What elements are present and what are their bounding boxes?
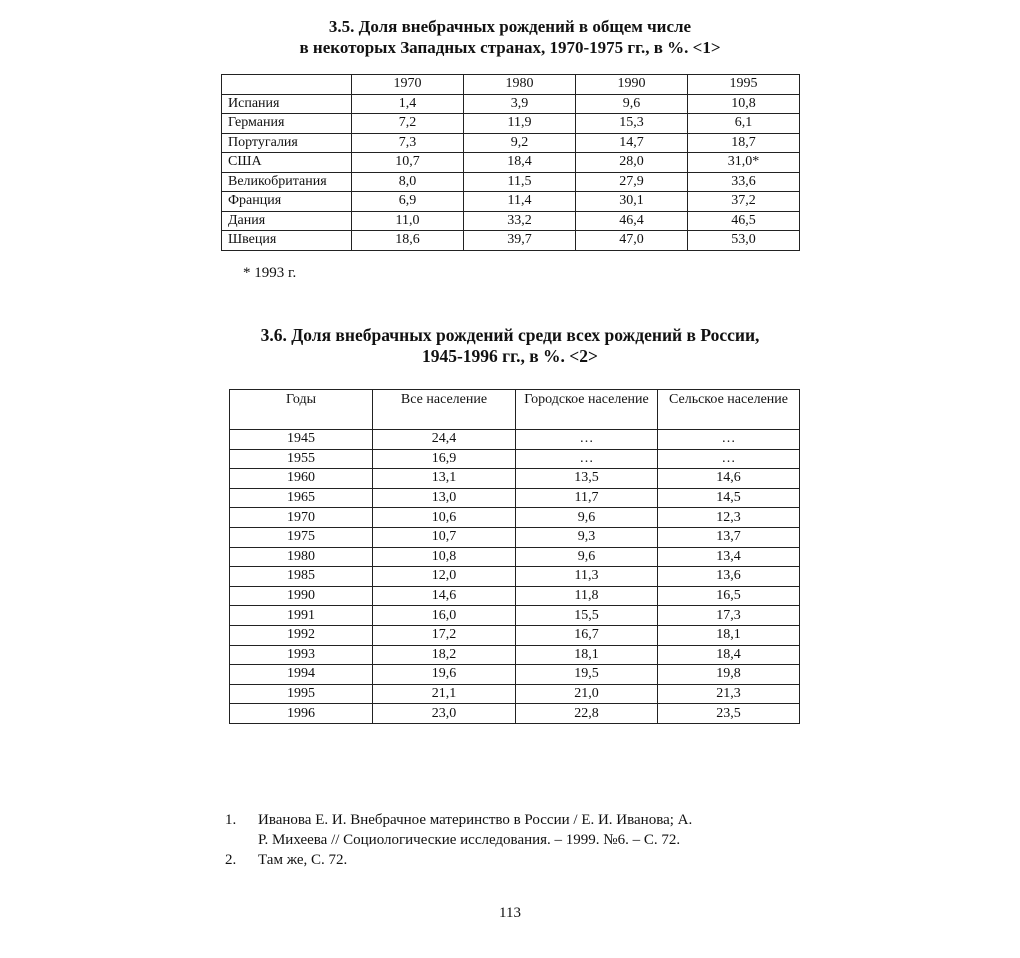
value-cell: 14,6 (373, 586, 516, 606)
header-cell: 1970 (352, 75, 464, 95)
value-cell: 9,2 (464, 133, 576, 153)
table-row (230, 567, 800, 587)
footnote-text: Иванова Е. И. Внебрачное материнство в России / Е. И. Иванова; А. (258, 812, 693, 828)
value-cell: 11,7 (516, 488, 658, 508)
value-cell: 11,0 (352, 211, 464, 231)
table-row (222, 211, 800, 231)
value-cell: 28,0 (576, 153, 688, 173)
value-cell: 18,7 (688, 133, 800, 153)
table-row (230, 606, 800, 626)
value-cell: … (516, 449, 658, 469)
value-cell: 18,4 (464, 153, 576, 173)
year-cell: 1980 (230, 547, 373, 567)
value-cell: 16,9 (373, 449, 516, 469)
footnote-text: Там же, С. 72. (258, 852, 348, 868)
footnotes (225, 810, 692, 870)
value-cell: 11,5 (464, 172, 576, 192)
value-cell: 11,3 (516, 567, 658, 587)
year-cell: 1995 (230, 684, 373, 704)
footnote-text: Р. Михеева // Социологические исследования. – 1999. №6. – С. 72. (258, 832, 681, 848)
value-cell: 14,7 (576, 133, 688, 153)
table-3-5-title-line2: в некоторых Западных странах, 1970-1975 гг., в %. <1> (299, 38, 721, 57)
value-cell: 11,4 (464, 192, 576, 212)
table-3-6-title (0, 325, 1020, 367)
value-cell: 13,0 (373, 488, 516, 508)
header-cell: Годы (230, 390, 373, 430)
value-cell: 1,4 (352, 94, 464, 114)
table-row (222, 192, 800, 212)
table-header-row (222, 75, 800, 95)
year-cell: 1990 (230, 586, 373, 606)
table-3-5-footnote: * 1993 г. (243, 265, 297, 281)
table-3-6-title-line2: 1945-1996 гг., в %. <2> (421, 346, 599, 366)
table-3-6 (229, 389, 800, 724)
year-cell: 1955 (230, 449, 373, 469)
value-cell: 39,7 (464, 231, 576, 251)
value-cell: 10,6 (373, 508, 516, 528)
country-cell: Швеция (222, 231, 352, 251)
country-cell: Германия (222, 114, 352, 134)
footnote-1-continuation (225, 830, 692, 850)
value-cell: 19,6 (373, 665, 516, 685)
value-cell: 53,0 (688, 231, 800, 251)
value-cell: 47,0 (576, 231, 688, 251)
table-row (230, 488, 800, 508)
value-cell: 10,7 (373, 527, 516, 547)
table-row (230, 625, 800, 645)
table-row (230, 527, 800, 547)
value-cell: 16,0 (373, 606, 516, 626)
value-cell: 13,1 (373, 469, 516, 489)
value-cell: 14,5 (658, 488, 800, 508)
year-cell: 1960 (230, 469, 373, 489)
value-cell: 21,0 (516, 684, 658, 704)
value-cell: 10,7 (352, 153, 464, 173)
table-row (230, 645, 800, 665)
value-cell: 19,5 (516, 665, 658, 685)
table-row (222, 94, 800, 114)
year-cell: 1996 (230, 704, 373, 724)
table-header-row (230, 390, 800, 430)
value-cell: 15,5 (516, 606, 658, 626)
value-cell: 18,6 (352, 231, 464, 251)
value-cell: 37,2 (688, 192, 800, 212)
value-cell: 14,6 (658, 469, 800, 489)
value-cell: 21,3 (658, 684, 800, 704)
footnote-number: 1. (225, 812, 237, 828)
value-cell: 15,3 (576, 114, 688, 134)
page-number: 113 (499, 905, 521, 921)
value-cell: 13,6 (658, 567, 800, 587)
header-cell: 1980 (464, 75, 576, 95)
country-cell: Дания (222, 211, 352, 231)
table-3-5-title (0, 16, 1020, 58)
table-row (222, 153, 800, 173)
value-cell: 18,4 (658, 645, 800, 665)
country-cell: Великобритания (222, 172, 352, 192)
year-cell: 1985 (230, 567, 373, 587)
value-cell: 12,0 (373, 567, 516, 587)
value-cell: 6,1 (688, 114, 800, 134)
year-cell: 1993 (230, 645, 373, 665)
value-cell: 9,6 (516, 547, 658, 567)
header-cell: Все население (373, 390, 516, 430)
value-cell: 23,5 (658, 704, 800, 724)
value-cell: 3,9 (464, 94, 576, 114)
value-cell: 11,8 (516, 586, 658, 606)
year-cell: 1991 (230, 606, 373, 626)
value-cell: 11,9 (464, 114, 576, 134)
header-cell: Сельское население (658, 390, 800, 430)
value-cell: 46,4 (576, 211, 688, 231)
country-cell: Португалия (222, 133, 352, 153)
value-cell: 21,1 (373, 684, 516, 704)
value-cell: 27,9 (576, 172, 688, 192)
year-cell: 1945 (230, 430, 373, 450)
table-row (222, 133, 800, 153)
table-row (230, 684, 800, 704)
value-cell: 24,4 (373, 430, 516, 450)
value-cell: 9,6 (516, 508, 658, 528)
value-cell: 16,5 (658, 586, 800, 606)
table-row (230, 586, 800, 606)
year-cell: 1975 (230, 527, 373, 547)
value-cell: 13,7 (658, 527, 800, 547)
country-cell: Франция (222, 192, 352, 212)
value-cell: 17,3 (658, 606, 800, 626)
value-cell: 16,7 (516, 625, 658, 645)
table-3-6-title-line1: 3.6. Доля внебрачных рождений среди всех рождений в России, (260, 325, 760, 345)
year-cell: 1965 (230, 488, 373, 508)
value-cell: 18,1 (516, 645, 658, 665)
value-cell: 17,2 (373, 625, 516, 645)
value-cell: 22,8 (516, 704, 658, 724)
table-3-5-title-line1: 3.5. Доля внебрачных рождений в общем числе (328, 17, 692, 36)
value-cell: 18,2 (373, 645, 516, 665)
value-cell: 7,3 (352, 133, 464, 153)
value-cell: 23,0 (373, 704, 516, 724)
value-cell: 19,8 (658, 665, 800, 685)
value-cell: … (658, 449, 800, 469)
value-cell: 10,8 (688, 94, 800, 114)
table-3-5 (221, 74, 800, 251)
footnote-number: 2. (225, 852, 237, 868)
year-cell: 1970 (230, 508, 373, 528)
footnote-2 (225, 850, 692, 870)
table-row (230, 704, 800, 724)
table-row (222, 231, 800, 251)
header-cell: 1990 (576, 75, 688, 95)
value-cell: 33,2 (464, 211, 576, 231)
table-row (230, 469, 800, 489)
value-cell: … (658, 430, 800, 450)
table-row (230, 430, 800, 450)
table-row (230, 665, 800, 685)
value-cell: … (516, 430, 658, 450)
value-cell: 13,5 (516, 469, 658, 489)
table-row (230, 508, 800, 528)
header-cell (222, 75, 352, 95)
country-cell: США (222, 153, 352, 173)
value-cell: 9,3 (516, 527, 658, 547)
value-cell: 12,3 (658, 508, 800, 528)
year-cell: 1994 (230, 665, 373, 685)
value-cell: 30,1 (576, 192, 688, 212)
value-cell: 7,2 (352, 114, 464, 134)
header-cell: Городское население (516, 390, 658, 430)
table-row (222, 114, 800, 134)
value-cell: 18,1 (658, 625, 800, 645)
year-cell: 1992 (230, 625, 373, 645)
value-cell: 9,6 (576, 94, 688, 114)
value-cell: 46,5 (688, 211, 800, 231)
value-cell: 6,9 (352, 192, 464, 212)
country-cell: Испания (222, 94, 352, 114)
table-row (230, 449, 800, 469)
header-cell: 1995 (688, 75, 800, 95)
footnote-1 (225, 810, 692, 830)
table-row (222, 172, 800, 192)
value-cell: 10,8 (373, 547, 516, 567)
value-cell: 31,0* (688, 153, 800, 173)
value-cell: 33,6 (688, 172, 800, 192)
table-row (230, 547, 800, 567)
value-cell: 8,0 (352, 172, 464, 192)
value-cell: 13,4 (658, 547, 800, 567)
